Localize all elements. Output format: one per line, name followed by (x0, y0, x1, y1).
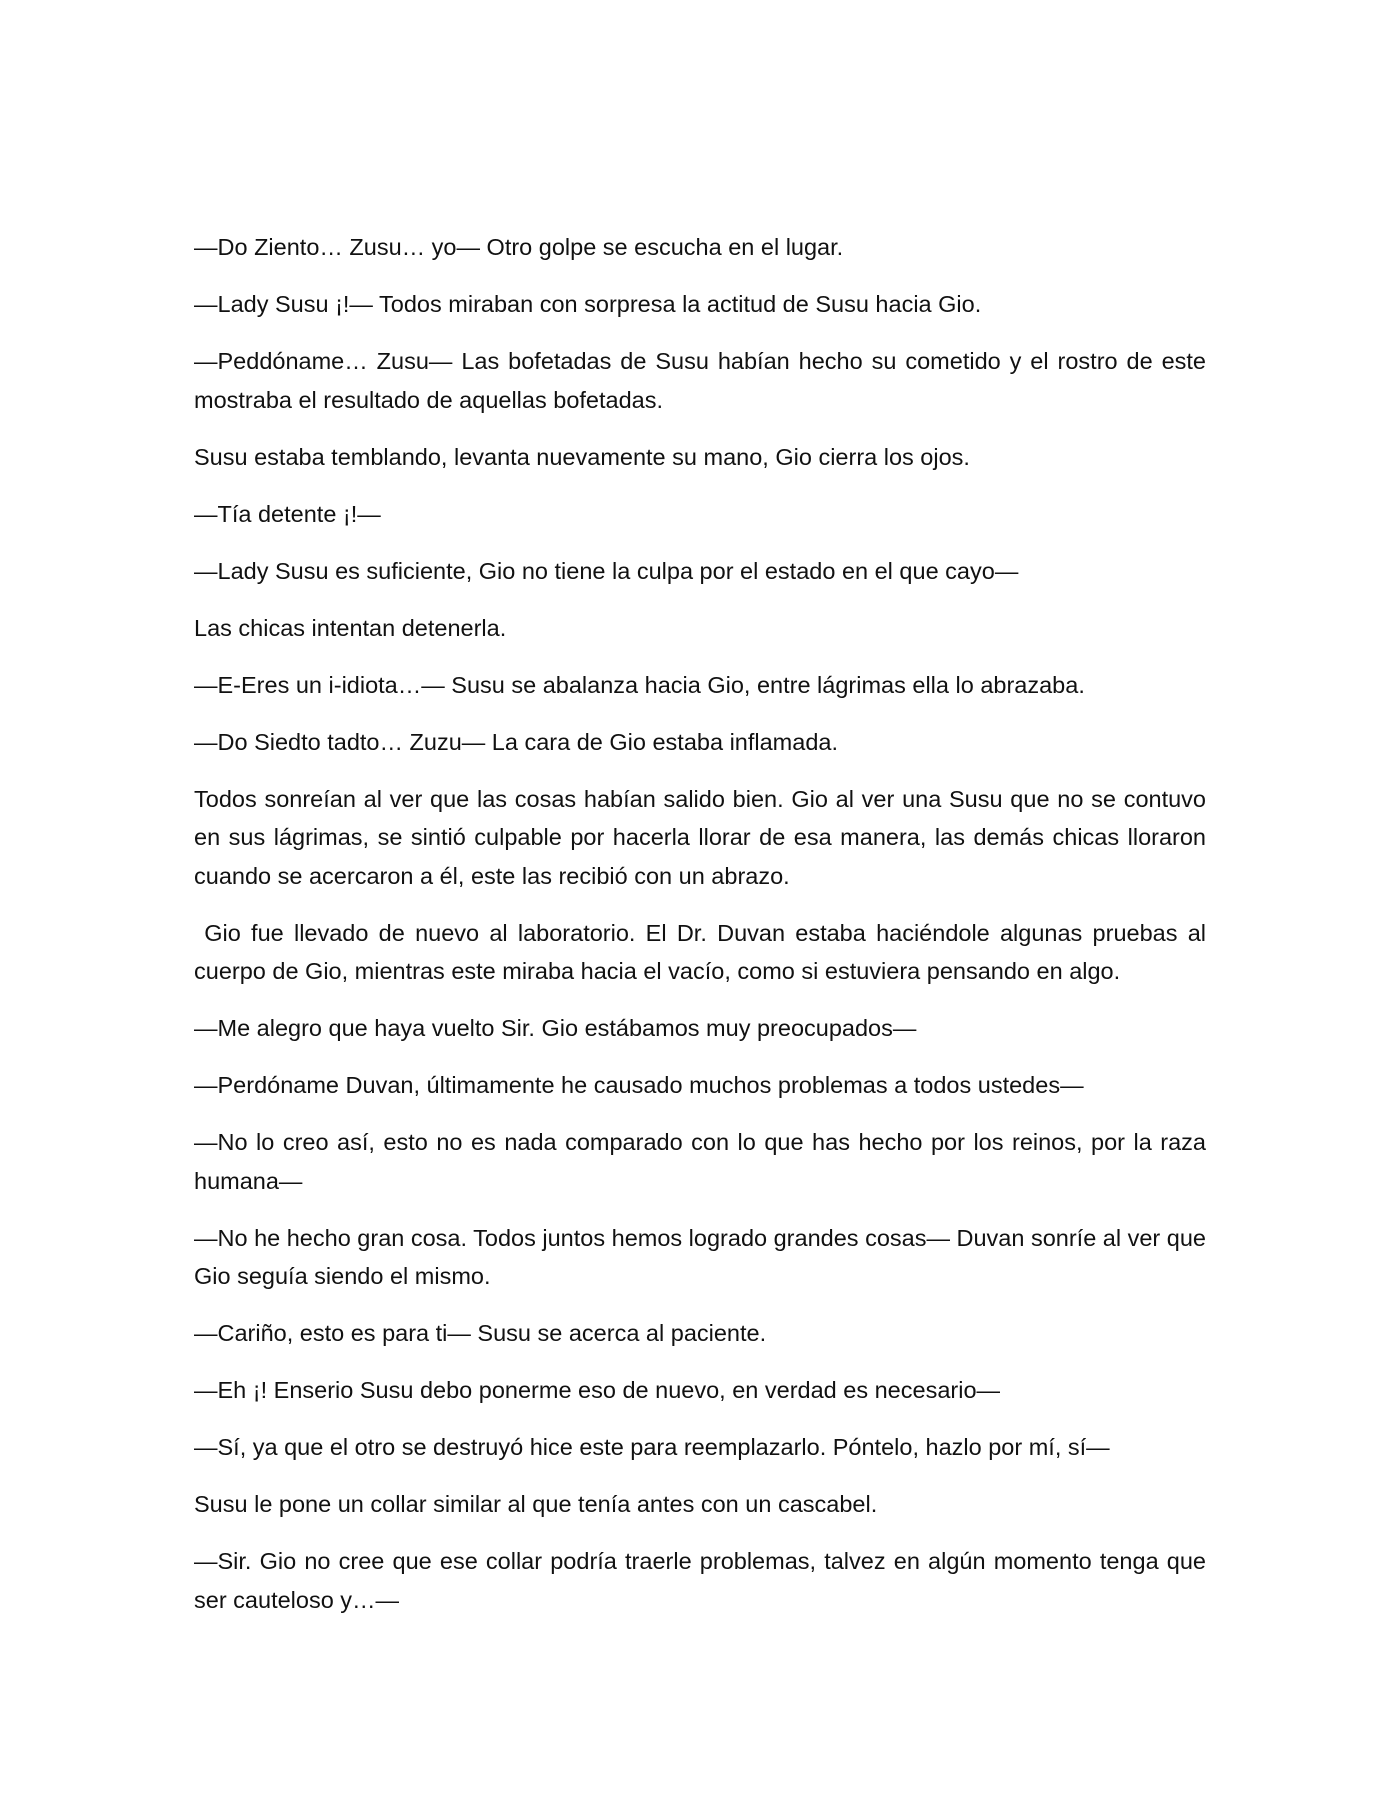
paragraph: —Do Ziento… Zusu… yo— Otro golpe se escucha en el lugar. (194, 234, 844, 260)
paragraph: —Do Siedto tadto… Zuzu— La cara de Gio estaba inflamada. (194, 728, 838, 755)
paragraph: —E-Eres un i-idiota…— Susu se abalanza hacia Gio, entre lágrimas ella lo abrazaba. (194, 671, 1085, 698)
paragraph: Susu estaba temblando, levanta nuevamente su mano, Gio cierra los ojos. (194, 443, 970, 470)
paragraph: —Tía detente ¡!— (194, 500, 381, 527)
paragraph: Las chicas intentan detenerla. (194, 614, 507, 641)
document-body (194, 228, 1213, 1638)
paragraph: —Cariño, esto es para ti— Susu se acerca al paciente. (194, 1320, 767, 1346)
paragraph: Susu le pone un collar similar al que tenía antes con un cascabel. (194, 1491, 878, 1517)
paragraph: —Me alegro que haya vuelto Sir. Gio estábamos muy preocupados— (194, 1015, 917, 1041)
paragraph: —Peddóname… Zusu— Las bofetadas de Susu habían hecho su cometido y el rostro de este mostraba el resultado de aquellas bofetadas. (194, 348, 1206, 413)
paragraph: —No he hecho gran cosa. Todos juntos hemos logrado grandes cosas— Duvan sonríe al ver que Gio seguía siendo el mismo. (194, 1224, 1206, 1289)
paragraph: —Lady Susu es suficiente, Gio no tiene la culpa por el estado en el que cayo— (194, 557, 1019, 584)
paragraph: —Sir. Gio no cree que ese collar podría traerle problemas, talvez en algún momento tenga que ser cauteloso y…— (194, 1548, 1206, 1613)
paragraph: Gio fue llevado de nuevo al laboratorio. El Dr. Duvan estaba haciéndole algunas pruebas al cuerpo de Gio, mientras este miraba hacia el vacío, como si estuviera pensando en algo. (194, 919, 1213, 984)
paragraph: —No lo creo así, esto no es nada comparado con lo que has hecho por los reinos, por la raza humana— (194, 1129, 1206, 1194)
paragraph: Todos sonreían al ver que las cosas habían salido bien. Gio al ver una Susu que no se contuvo en sus lágrimas, se sintió culpable por hacerla llorar de esa manera, las demás chicas lloraron cuando se acercaron a él, este las recibió con un abrazo. (194, 785, 1206, 889)
paragraph: —Sí, ya que el otro se destruyó hice este para reemplazarlo. Póntelo, hazlo por mí, sí— (194, 1434, 1110, 1460)
paragraph: —Perdóname Duvan, últimamente he causado muchos problemas a todos ustedes— (194, 1072, 1084, 1098)
paragraph: —Eh ¡! Enserio Susu debo ponerme eso de nuevo, en verdad es necesario— (194, 1377, 1001, 1403)
paragraph: —Lady Susu ¡!— Todos miraban con sorpresa la actitud de Susu hacia Gio. (194, 291, 982, 317)
